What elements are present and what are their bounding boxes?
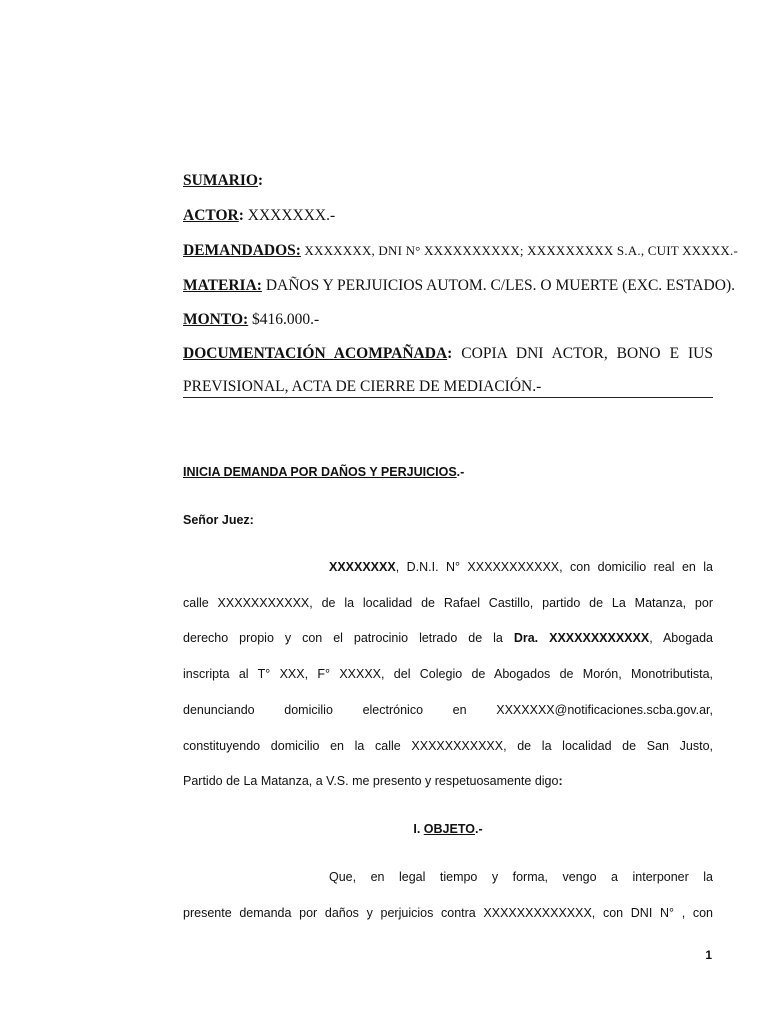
section-objeto-heading — [183, 820, 713, 838]
salutation-text: Señor Juez: — [183, 513, 254, 527]
section-suffix: .- — [474, 822, 483, 836]
materia-label: MATERIA: — [183, 277, 262, 294]
summary-documentacion — [183, 344, 713, 364]
documentacion-value-line2: PREVISIONAL, ACTA DE CIERRE DE MEDIACIÓN.- — [183, 378, 542, 395]
p1-line2 — [183, 594, 713, 612]
p2-line1-text: Que, en legal tiempo y forma, vengo a interponer la — [329, 870, 713, 884]
lawyer-name: Dra. XXXXXXXXXXXX — [513, 631, 650, 645]
monto-label: MONTO: — [183, 311, 249, 328]
p1-line3 — [183, 629, 713, 647]
p1-line1-rest: , D.N.I. N° XXXXXXXXXXX, con domicilio real en la — [395, 560, 713, 574]
summary-actor — [183, 206, 713, 226]
p1-line7 — [183, 772, 713, 790]
summary-divider — [183, 397, 713, 398]
demandados-value: XXXXXXX, DNI N° XXXXXXXXXX; XXXXXXXXX S.A., CUIT XXXXX.- — [300, 243, 738, 258]
documentacion-colon: : — [447, 345, 453, 362]
actor-colon: : — [238, 207, 244, 224]
monto-value: $416.000.- — [248, 311, 320, 328]
plaintiff-name: XXXXXXXX — [329, 560, 396, 574]
p1-line2-text: calle XXXXXXXXXXX, de la localidad de Rafael Castillo, partido de La Matanza, por — [183, 596, 713, 610]
heading-suffix: .- — [456, 465, 465, 479]
p1-line6-text: constituyendo domicilio en la calle XXXXXXXXXXX, de la localidad de San Justo, — [183, 739, 713, 753]
summary-title — [183, 171, 713, 191]
p1-line3-a: derecho propio y con el patrocinio letrado de la — [183, 631, 514, 645]
p2-line2-text: presente demanda por daños y perjuicios contra XXXXXXXXXXXXX, con DNI N° , con — [183, 906, 713, 920]
summary-demandados — [183, 241, 738, 261]
p1-line6 — [183, 737, 713, 755]
p1-line7-text: Partido de La Matanza, a V.S. me presento y respetuosamente digo — [183, 774, 559, 788]
p1-line5-text: denunciando domicilio electrónico en XXXXXXX@notificaciones.scba.gov.ar, — [183, 703, 713, 717]
demandados-label: DEMANDADOS: — [183, 242, 301, 259]
materia-value: DAÑOS Y PERJUICIOS AUTOM. C/LES. O MUERTE (EXC. ESTADO). — [261, 277, 735, 294]
heading-text: INICIA DEMANDA POR DAÑOS Y PERJUICIOS — [183, 465, 457, 479]
p1-line4 — [183, 665, 713, 683]
p2-line1 — [329, 868, 713, 886]
documentacion-value-line1: COPIA DNI ACTOR, BONO E IUS — [452, 345, 713, 362]
p1-line5 — [183, 701, 713, 719]
summary-title-suffix: : — [257, 172, 264, 189]
p1-line4-text: inscripta al T° XXX, F° XXXXX, del Colegio de Abogados de Morón, Monotributista, — [183, 667, 713, 681]
actor-label: ACTOR — [183, 207, 239, 224]
section-number: I. — [413, 822, 424, 836]
p2-line2 — [183, 904, 713, 922]
summary-monto — [183, 310, 713, 330]
page-number: 1 — [705, 948, 712, 962]
section-title: OBJETO — [423, 822, 475, 836]
p1-line1 — [329, 558, 713, 576]
actor-value: XXXXXXX.- — [243, 207, 336, 224]
documentacion-label: DOCUMENTACIÓN ACOMPAÑADA — [183, 345, 448, 362]
summary-materia — [183, 276, 735, 296]
p1-line3-b: , Abogada — [649, 631, 713, 645]
salutation — [183, 511, 713, 529]
summary-documentacion-line2 — [183, 377, 713, 397]
summary-title-label: SUMARIO — [183, 172, 258, 189]
p1-line7-colon: : — [558, 774, 563, 788]
heading — [183, 463, 713, 481]
